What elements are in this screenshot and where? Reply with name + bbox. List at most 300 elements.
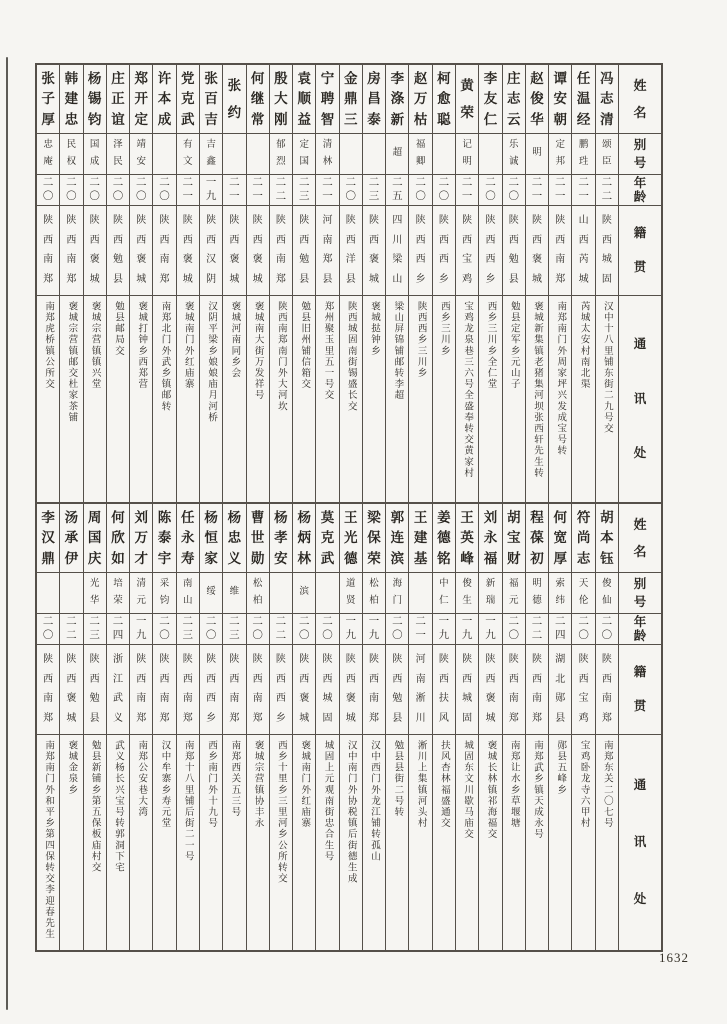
address-cell [153, 735, 175, 950]
address-cell [84, 296, 106, 502]
vertical-text: 胡 本 钰 [600, 509, 614, 566]
table-section-top [37, 65, 661, 504]
entry-column [362, 504, 385, 950]
vertical-text: 陕 西 勉 县 [112, 214, 123, 286]
vertical-text: 陕 西 西 乡 [485, 214, 496, 286]
vertical-text: 靖 安 [136, 140, 146, 167]
vertical-text: 二 〇 [66, 177, 77, 202]
alias-cell [177, 573, 199, 614]
address-cell [107, 296, 129, 502]
entry-column [222, 504, 245, 950]
address-text: 郧县五峰乡 [555, 740, 566, 796]
name-cell [130, 504, 152, 573]
address-cell [177, 296, 199, 502]
address-cell [503, 735, 525, 950]
native-place-cell [84, 206, 106, 296]
address-text: 褒城南门外红庙寨 [182, 301, 193, 390]
address-text: 褒城打钟乡西郑营 [136, 301, 147, 390]
vertical-text: 二 一 [182, 177, 194, 202]
vertical-text: 二 二 [531, 616, 543, 641]
vertical-text: 颂 臣 [602, 140, 612, 167]
address-text: 勉县定军乡元山子 [508, 301, 519, 390]
address-text: 汉中西门外龙江铺转孤山 [369, 740, 380, 863]
address-cell [526, 296, 548, 502]
age-cell [409, 175, 431, 206]
vertical-text: 海 门 [392, 579, 403, 606]
name-cell [177, 504, 199, 573]
alias-cell [363, 134, 385, 175]
vertical-text: 二 四 [112, 616, 124, 641]
vertical-text: 陈 泰 宇 [157, 509, 172, 566]
age-cell [503, 175, 525, 206]
vertical-text: 清 林 [322, 140, 333, 167]
vertical-text: 二 一 [531, 177, 543, 202]
vertical-text: 陕 西 城 固 [322, 653, 333, 725]
vertical-text: 陕 西 南 郑 [182, 653, 193, 725]
address-cell [340, 735, 362, 950]
native-place-cell [433, 206, 455, 296]
vertical-text: 杨 炳 林 [297, 509, 311, 566]
name-cell [363, 65, 385, 134]
address-text: 陕西南郑南门外大河坎 [275, 301, 286, 412]
age-cell [60, 614, 82, 645]
vertical-text: 二 〇 [159, 177, 170, 202]
age-cell [130, 614, 152, 645]
vertical-text: 陕 西 南 郑 [229, 653, 240, 725]
name-cell [60, 504, 82, 573]
entry-column [315, 504, 338, 950]
entry-column [83, 65, 106, 502]
vertical-text: 宁 聘 智 [320, 70, 335, 127]
vertical-text: 二 〇 [601, 616, 613, 641]
alias-cell [596, 573, 618, 614]
address-cell [200, 296, 222, 502]
native-place-cell [223, 206, 245, 296]
vertical-text: 庄 正 谊 [111, 70, 125, 127]
vertical-text: 二 〇 [159, 616, 170, 641]
address-cell [60, 735, 82, 950]
vertical-text: 李 友 仁 [483, 70, 498, 127]
age-cell [572, 614, 594, 645]
entry-column [595, 504, 618, 950]
vertical-text: 二 〇 [205, 616, 217, 641]
alias-cell [572, 573, 594, 614]
vertical-text: 松 柏 [369, 579, 379, 606]
address-cell [270, 735, 292, 950]
vertical-text: 陕 西 南 郑 [66, 214, 77, 286]
vertical-text: 一 九 [135, 616, 147, 641]
vertical-text: 梁 保 荣 [367, 509, 381, 566]
vertical-text [60, 573, 82, 613]
address-cell [60, 296, 82, 502]
vertical-text: 二 二 [66, 616, 77, 641]
vertical-text: 二 〇 [252, 616, 263, 641]
address-text: 陕西城固南街锡盛长交 [345, 301, 356, 412]
vertical-text: 清 元 [136, 579, 146, 606]
vertical-text: 绥 [206, 587, 216, 598]
name-cell [153, 504, 175, 573]
vertical-text: 山 西 芮 城 [578, 214, 589, 286]
address-cell [409, 735, 431, 950]
native-place-cell [37, 206, 59, 296]
age-cell [572, 175, 594, 206]
address-text: 褒城长林镇祁海福交 [485, 740, 496, 840]
entry-column [432, 65, 455, 502]
vertical-text: 鹏 珄 [578, 140, 589, 167]
age-cell [200, 614, 222, 645]
vertical-text: 符 尚 志 [576, 509, 591, 566]
vertical-text: 陕 西 城 固 [462, 653, 473, 725]
vertical-text: 郁 烈 [276, 140, 286, 167]
age-cell [433, 614, 455, 645]
address-text: 南郑东关二〇七号 [601, 740, 612, 829]
vertical-text: 韩 建 忠 [64, 70, 79, 127]
age-cell [37, 175, 59, 206]
address-cell [84, 735, 106, 950]
vertical-text: 陕 西 褒 城 [66, 653, 77, 725]
address-cell [363, 296, 385, 502]
vertical-text: 四 川 梁 山 [392, 214, 403, 286]
alias-cell [549, 134, 571, 175]
address-text: 汉中牟寨乡寿元堂 [159, 740, 170, 829]
age-cell [526, 175, 548, 206]
vertical-text: 二 〇 [42, 616, 54, 641]
address-text: 褒城南门外红庙寨 [299, 740, 310, 829]
vertical-text: 陕 西 扶 风 [438, 653, 449, 725]
vertical-text: 二 三 [89, 616, 100, 641]
vertical-text: 郑 开 定 [134, 70, 148, 127]
address-cell [596, 735, 618, 950]
vertical-text: 赵 万 枯 [413, 70, 428, 127]
vertical-text: 何 欣 如 [111, 509, 125, 566]
vertical-text: 二 〇 [89, 177, 100, 202]
name-cell [526, 504, 548, 573]
vertical-text: 曹 世 勋 [250, 509, 265, 566]
header-address-cell [619, 296, 661, 502]
name-cell [247, 65, 269, 134]
alias-cell [107, 134, 129, 175]
name-cell [433, 504, 455, 573]
vertical-text: 湖 北 郧 县 [555, 653, 566, 725]
entry-column [408, 504, 431, 950]
vertical-text: 金 鼎 三 [344, 70, 358, 127]
entry-column [525, 504, 548, 950]
alias-cell [223, 573, 245, 614]
vertical-text: 年 龄 [633, 614, 647, 643]
name-cell [247, 504, 269, 573]
address-cell [200, 735, 222, 950]
vertical-text: 二 一 [555, 177, 566, 202]
address-text: 南郑虎桥镇公所交 [43, 301, 54, 390]
native-place-cell [223, 645, 245, 735]
vertical-text: 陕 西 褒 城 [89, 214, 100, 286]
native-place-cell [130, 206, 152, 296]
alias-cell [84, 573, 106, 614]
address-cell [409, 296, 431, 502]
address-text: 汉阴平梁乡娘娘庙月河桥 [206, 301, 217, 424]
vertical-text: 新 瑞 [485, 579, 496, 606]
alias-cell [293, 573, 315, 614]
name-cell [177, 65, 199, 134]
vertical-text: 陕 西 南 郑 [601, 653, 612, 725]
vertical-text: 郭 连 滨 [390, 509, 405, 566]
header-column [618, 504, 661, 950]
address-text: 汉中十八里铺东街二九号交 [601, 301, 612, 435]
age-cell [153, 614, 175, 645]
native-place-cell [549, 645, 571, 735]
entry-column [83, 504, 106, 950]
entry-column [292, 65, 315, 502]
address-text: 芮城太安村南北渠 [578, 301, 589, 390]
native-place-cell [130, 645, 152, 735]
age-cell [107, 614, 129, 645]
age-cell [340, 175, 362, 206]
entry-column [571, 65, 594, 502]
alias-cell [433, 573, 455, 614]
age-cell [386, 175, 408, 206]
address-text: 扶风杏林福盛通交 [438, 740, 449, 829]
vertical-text: 陕 西 汉 阴 [206, 214, 217, 286]
vertical-text: 索 纬 [555, 579, 566, 606]
vertical-text: 陕 西 南 郑 [369, 653, 380, 725]
age-cell [596, 614, 618, 645]
address-text: 郑州聚玉里五一号交 [322, 301, 333, 401]
entry-column [548, 65, 571, 502]
vertical-text [223, 134, 245, 174]
native-place-cell [37, 645, 59, 735]
vertical-text: 二 二 [275, 177, 287, 202]
alias-cell [572, 134, 594, 175]
address-cell [293, 735, 315, 950]
native-place-cell [60, 645, 82, 735]
entry-column [502, 504, 525, 950]
address-text: 宝鸡龙泉巷三六号全盛奉转交黄家村 [462, 301, 473, 479]
address-text: 城固东文川歇马庙交 [462, 740, 473, 840]
alias-cell [84, 134, 106, 175]
alias-cell [409, 134, 431, 175]
vertical-text: 采 钧 [159, 579, 170, 606]
age-cell [503, 614, 525, 645]
name-cell [107, 65, 129, 134]
alias-cell [386, 573, 408, 614]
name-cell [503, 504, 525, 573]
address-cell [479, 296, 501, 502]
vertical-text: 明 [532, 148, 542, 159]
vertical-text: 二 〇 [508, 616, 519, 641]
entry-column [222, 65, 245, 502]
vertical-text: 二 〇 [42, 177, 54, 202]
vertical-text: 道 贤 [346, 579, 356, 606]
vertical-text: 二 一 [229, 177, 240, 202]
address-text: 褒城宗营镇镇兴堂 [89, 301, 100, 390]
name-cell [526, 65, 548, 134]
vertical-text [247, 134, 269, 174]
name-cell [84, 504, 106, 573]
vertical-text: 二 〇 [485, 177, 496, 202]
name-cell [479, 504, 501, 573]
name-cell [223, 504, 245, 573]
name-cell [316, 65, 338, 134]
address-text: 武义杨长兴宝号转郭洞下宅 [112, 740, 123, 874]
address-cell [433, 735, 455, 950]
vertical-text: 刘 永 福 [483, 509, 498, 566]
vertical-text: 陕 西 南 郑 [159, 214, 170, 286]
vertical-text: 记 明 [462, 140, 472, 167]
address-text: 南郑南门外周家坪兴发成宝号转 [555, 301, 566, 457]
address-text: 梁山屏锦铺邮转李超 [392, 301, 403, 401]
address-cell [572, 296, 594, 502]
age-cell [456, 614, 478, 645]
vertical-text: 汤 承 伊 [64, 509, 79, 566]
vertical-text: 陕 西 南 郑 [136, 653, 147, 725]
vertical-text: 党 克 武 [181, 70, 195, 127]
alias-cell [526, 134, 548, 175]
vertical-text: 二 〇 [298, 616, 310, 641]
vertical-text: 别 号 [633, 577, 647, 609]
native-place-cell [456, 645, 478, 735]
alias-cell [60, 573, 82, 614]
entry-column [106, 504, 129, 950]
alias-cell [293, 134, 315, 175]
age-cell [409, 614, 431, 645]
vertical-text: 二 〇 [322, 616, 333, 641]
vertical-text: 二 二 [601, 177, 613, 202]
address-cell [153, 296, 175, 502]
entry-column [269, 65, 292, 502]
vertical-text: 二 四 [555, 616, 566, 641]
native-place-cell [107, 206, 129, 296]
vertical-text: 王 光 德 [344, 509, 358, 566]
address-text: 褒城挞钟乡 [369, 301, 380, 357]
vertical-text: 陕 西 勉 县 [89, 653, 100, 725]
vertical-text [433, 134, 455, 174]
vertical-text [316, 573, 338, 613]
vertical-text: 陕 西 褒 城 [532, 214, 543, 286]
vertical-text: 忠 庵 [43, 140, 53, 167]
native-place-cell [409, 645, 431, 735]
vertical-text: 陕 西 褒 城 [369, 214, 380, 286]
alias-cell [153, 573, 175, 614]
vertical-text: 姜 德 铭 [437, 509, 451, 566]
vertical-text [270, 573, 292, 613]
vertical-text: 陕 西 褒 城 [229, 214, 240, 286]
entry-column [595, 65, 618, 502]
vertical-text: 民 权 [66, 140, 77, 167]
alias-cell [340, 134, 362, 175]
address-text: 陕西西乡三川乡 [415, 301, 426, 379]
vertical-text: 二 〇 [578, 616, 589, 641]
name-cell [223, 65, 245, 134]
native-place-cell [479, 645, 501, 735]
address-cell [433, 296, 455, 502]
vertical-text: 胡 宝 财 [506, 509, 521, 566]
address-text: 南郑西关五三号 [229, 740, 240, 818]
name-cell [293, 65, 315, 134]
entry-column [59, 65, 82, 502]
name-cell [316, 504, 338, 573]
alias-cell [60, 134, 82, 175]
vertical-text: 程 葆 初 [530, 509, 544, 566]
vertical-text: 定 邦 [555, 140, 566, 167]
age-cell [340, 614, 362, 645]
vertical-text: 姓 名 [633, 517, 647, 559]
vertical-text: 二 二 [275, 616, 287, 641]
native-place-cell [503, 645, 525, 735]
age-cell [247, 175, 269, 206]
vertical-text: 陕 西 褒 城 [299, 653, 310, 725]
native-place-cell [153, 645, 175, 735]
native-place-cell [596, 206, 618, 296]
native-place-cell [200, 645, 222, 735]
vertical-text: 刘 万 才 [134, 509, 148, 566]
alias-cell [340, 573, 362, 614]
header-alias-cell [619, 573, 661, 614]
entry-column [37, 65, 59, 502]
address-text: 南郑十八里铺后街二一号 [182, 740, 193, 863]
alias-cell [433, 134, 455, 175]
alias-cell [200, 573, 222, 614]
native-place-cell [293, 206, 315, 296]
address-cell [37, 735, 59, 950]
address-text: 西乡三川乡全仁堂 [485, 301, 496, 390]
vertical-text: 国 成 [89, 140, 100, 167]
alias-cell [177, 134, 199, 175]
name-cell [37, 504, 59, 573]
vertical-text: 维 [229, 587, 240, 598]
age-cell [596, 175, 618, 206]
address-text: 褒城金泉乡 [66, 740, 77, 796]
vertical-text: 陕 西 洋 县 [345, 214, 356, 286]
address-text: 西乡十里乡三里河乡公所转交 [275, 740, 286, 885]
name-cell [37, 65, 59, 134]
vertical-text: 天 伦 [578, 579, 589, 606]
vertical-text: 福 卿 [415, 140, 426, 167]
alias-cell [386, 134, 408, 175]
address-cell [247, 735, 269, 950]
vertical-text: 河 南 郑 县 [322, 214, 333, 286]
entry-column [246, 504, 269, 950]
vertical-text: 浙 江 武 义 [112, 653, 123, 725]
vertical-text: 陕 西 勉 县 [508, 214, 519, 286]
address-cell [37, 296, 59, 502]
address-text: 勉县新铺乡第五保板庙村交 [89, 740, 100, 874]
name-cell [200, 504, 222, 573]
vertical-text [479, 134, 501, 174]
name-cell [409, 65, 431, 134]
name-cell [386, 65, 408, 134]
age-cell [293, 614, 315, 645]
name-cell [572, 65, 594, 134]
age-cell [479, 614, 501, 645]
alias-cell [503, 134, 525, 175]
vertical-text [363, 134, 385, 174]
entry-column [548, 504, 571, 950]
address-text: 南郑公安巷大湾 [136, 740, 147, 818]
name-cell [409, 504, 431, 573]
age-cell [363, 175, 385, 206]
vertical-text: 李 汉 鼎 [41, 509, 55, 566]
address-text: 西乡南门外十九号 [206, 740, 217, 829]
native-place-cell [247, 645, 269, 735]
vertical-text: 陕 西 南 郑 [555, 214, 566, 286]
alias-cell [223, 134, 245, 175]
vertical-text: 何 宽 厚 [553, 509, 568, 566]
vertical-text: 陕 西 南 郑 [252, 653, 263, 725]
entry-column [408, 65, 431, 502]
vertical-text: 二 一 [415, 616, 426, 641]
vertical-text: 房 昌 泰 [367, 70, 381, 127]
vertical-text: 陕 西 南 郑 [43, 214, 54, 286]
